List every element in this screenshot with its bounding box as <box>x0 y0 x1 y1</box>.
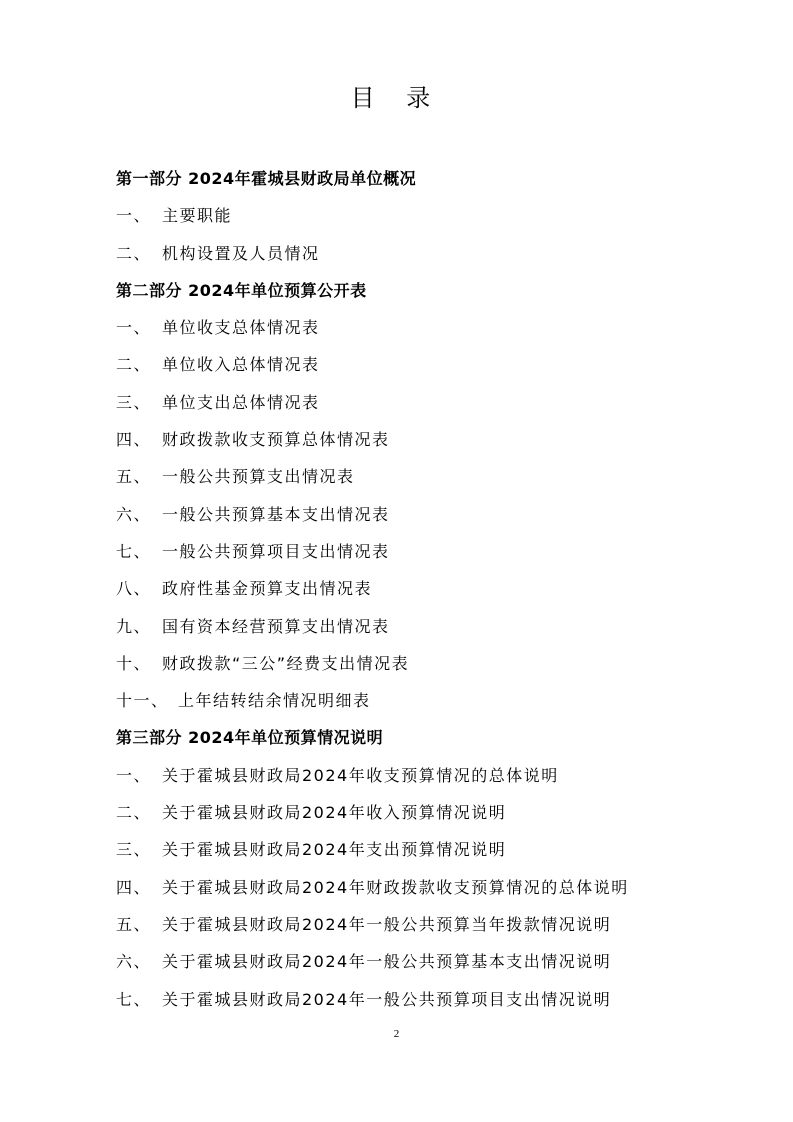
toc-item-text: 财政拨款收支预算总体情况表 <box>162 430 390 450</box>
toc-item-text: 单位收支总体情况表 <box>162 318 320 338</box>
toc-item-text: 一般公共预算基本支出情况表 <box>162 504 390 524</box>
toc-item <box>116 835 716 872</box>
toc-item-number: 一、 <box>116 765 152 785</box>
toc-part-heading: 第二部分 2024年单位预算公开表 <box>116 280 367 300</box>
toc-part-heading: 第三部分 2024年单位预算情况说明 <box>116 728 384 748</box>
toc-item-number: 七、 <box>116 989 152 1009</box>
toc-item <box>116 686 716 723</box>
toc-item-number: 十一、 <box>116 691 169 711</box>
toc-item <box>116 873 716 910</box>
toc-item-number: 三、 <box>116 840 152 860</box>
toc-item-text: 主要职能 <box>162 206 233 226</box>
page-title: 目 录 <box>350 84 443 112</box>
toc-item-number: 二、 <box>116 355 152 375</box>
toc-item-number: 四、 <box>116 430 152 450</box>
toc-item <box>116 574 716 611</box>
toc-item-number: 五、 <box>116 467 152 487</box>
toc-item <box>116 537 716 574</box>
toc-item-number: 六、 <box>116 952 152 972</box>
toc-item-number: 一、 <box>116 206 152 226</box>
toc-item-text: 单位收入总体情况表 <box>162 355 320 375</box>
toc-item-number: 九、 <box>116 616 152 636</box>
toc-item-text: 单位支出总体情况表 <box>162 392 320 412</box>
toc-item <box>116 612 716 649</box>
toc-item <box>116 649 716 686</box>
toc-item-text: 关于霍城县财政局2024年支出预算情况说明 <box>162 840 507 860</box>
toc-item <box>116 201 716 238</box>
toc-item-number: 八、 <box>116 579 152 599</box>
toc-item <box>116 313 716 350</box>
toc-item-number: 十、 <box>116 653 152 673</box>
toc-item-text: 政府性基金预算支出情况表 <box>162 579 373 599</box>
toc-item <box>116 798 716 835</box>
toc-item <box>116 425 716 462</box>
toc-item-text: 关于霍城县财政局2024年一般公共预算项目支出情况说明 <box>162 989 612 1009</box>
toc-part-heading: 第一部分 2024年霍城县财政局单位概况 <box>116 169 417 188</box>
toc-item <box>116 985 716 1022</box>
toc-item-text: 一般公共预算支出情况表 <box>162 467 355 487</box>
toc-item-text: 关于霍城县财政局2024年收支预算情况的总体说明 <box>162 765 559 785</box>
toc-item-text: 机构设置及人员情况 <box>162 243 320 263</box>
toc-item-number: 二、 <box>116 243 152 263</box>
toc-item <box>116 947 716 984</box>
toc-item <box>116 388 716 425</box>
toc-item-number: 二、 <box>116 803 152 823</box>
toc-item-number: 六、 <box>116 504 152 524</box>
toc-item-number: 五、 <box>116 914 152 934</box>
toc-item-text: 关于霍城县财政局2024年财政拨款收支预算情况的总体说明 <box>162 877 629 897</box>
toc-item-text: 国有资本经营预算支出情况表 <box>162 616 390 636</box>
toc-item <box>116 910 716 947</box>
toc-item <box>116 462 716 499</box>
toc-item-number: 三、 <box>116 392 152 412</box>
toc-item-text: 上年结转结余情况明细表 <box>178 691 371 711</box>
toc-item-text: 关于霍城县财政局2024年一般公共预算基本支出情况说明 <box>162 952 612 972</box>
toc-item-number: 七、 <box>116 541 152 561</box>
page-number: 2 <box>393 1028 400 1040</box>
toc-item-text: 财政拨款“三公”经费支出情况表 <box>162 653 410 673</box>
toc-item <box>116 761 716 798</box>
table-of-contents <box>116 164 716 1022</box>
toc-item-text: 关于霍城县财政局2024年收入预算情况说明 <box>162 803 507 823</box>
toc-item <box>116 239 716 276</box>
toc-item-number: 四、 <box>116 877 152 897</box>
toc-item-number: 一、 <box>116 318 152 338</box>
toc-item-text: 关于霍城县财政局2024年一般公共预算当年拨款情况说明 <box>162 914 612 934</box>
toc-item-text: 一般公共预算项目支出情况表 <box>162 541 390 561</box>
toc-item <box>116 350 716 387</box>
toc-item <box>116 500 716 537</box>
